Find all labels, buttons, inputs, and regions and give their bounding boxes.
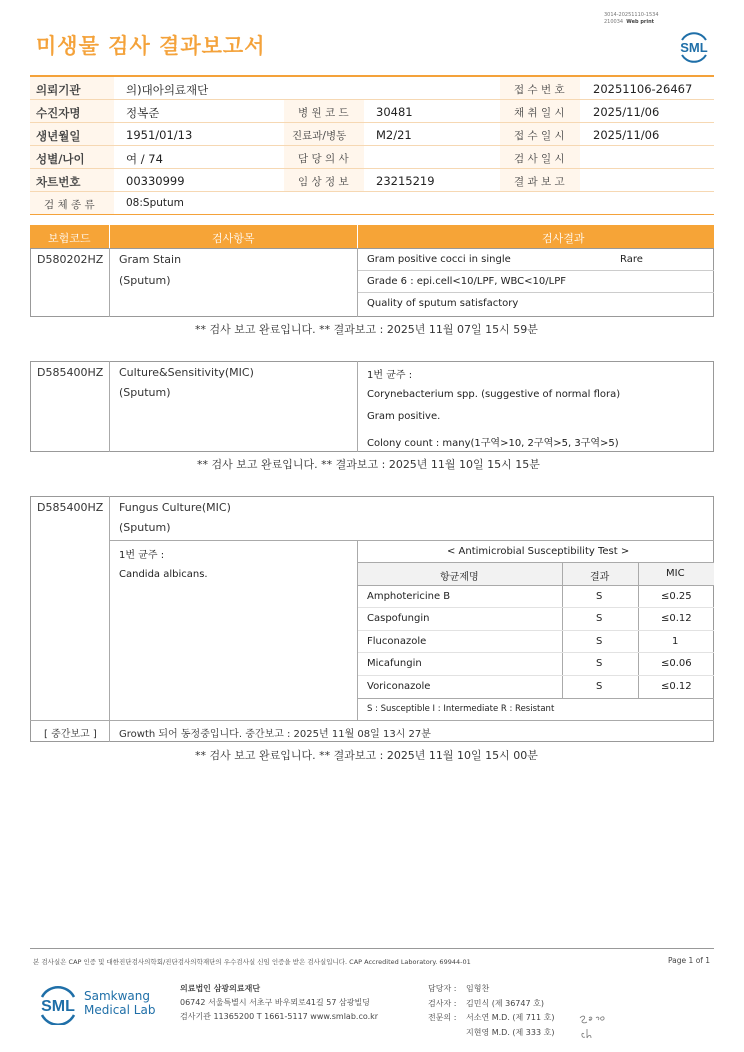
ast-result-4: S [596, 658, 603, 669]
interim-text: Growth 되어 동정중입니다. 중간보고 : 2025년 11월 08일 13시 27분 [119, 729, 431, 740]
org-address: 06742 서울특별시 서초구 바우뫼로41길 57 삼광빌딩 [180, 998, 370, 1007]
col-item-header: 검사항목 [212, 232, 255, 245]
test1-result-3: Quality of sputum satisfactory [367, 298, 519, 309]
name-label: 수진자명 [36, 106, 81, 120]
ast-legend: S : Susceptible I : Intermediate R : Resistant [367, 704, 555, 714]
report-title: 미생물 검사 결과보고서 [36, 34, 266, 58]
test1-code: D580202HZ [37, 253, 104, 266]
patient-row-1 [30, 77, 714, 100]
patient-row-4 [30, 146, 714, 169]
print-id: 3014-20251110-1534 [604, 12, 659, 18]
test-date-label: 검 사 일 시 [514, 153, 565, 165]
svg-text:SML: SML [680, 40, 708, 55]
test1-name: Gram Stain [119, 253, 182, 266]
test2-result-1: 1번 균주 : [367, 370, 413, 381]
page-number: Page 1 of 1 [668, 956, 711, 965]
test1-result-1: Gram positive cocci in single [367, 254, 511, 265]
footer-divider [30, 948, 714, 949]
staff-role-1: 담당자 : [428, 984, 457, 993]
sml-logo [676, 28, 712, 64]
ast-result-2: S [596, 613, 603, 624]
signature-image [576, 1010, 612, 1042]
staff-role-3: 전문의 : [428, 1013, 457, 1022]
print-time: 210034 [604, 19, 624, 25]
ast-result-3: S [596, 636, 603, 647]
ast-col-drug: 항균제명 [440, 572, 479, 583]
print-label: Web print [626, 19, 655, 25]
ast-drug-2: Caspofungin [367, 613, 430, 624]
receipt-no-label: 접 수 번 호 [514, 84, 565, 96]
results-table-header [30, 225, 714, 248]
name-value: 정복준 [126, 106, 160, 120]
collect-date-value: 2025/11/06 [593, 105, 660, 119]
ast-drug-5: Voriconazole [367, 681, 431, 692]
institution-label: 의뢰기관 [36, 83, 81, 97]
ast-mic-2: ≤0.12 [661, 613, 692, 624]
sml-footer-logo [36, 981, 80, 1025]
chart-value: 00330999 [126, 174, 185, 188]
brand-name [84, 989, 155, 1017]
test1-specimen: (Sputum) [119, 274, 171, 287]
ast-mic-1: ≤0.25 [661, 591, 692, 602]
ast-drug-3: Fluconazole [367, 636, 427, 647]
staff-name-2: 김민식 (제 36747 호) [466, 998, 544, 1008]
receipt-no-value: 20251106-26467 [593, 82, 693, 96]
institution-value: 의)대아의료재단 [126, 83, 209, 97]
staff-name-4: 지현영 M.D. (제 333 호) [466, 1027, 555, 1037]
cert-text: 본 검사실은 CAP 인증 및 대한진단검사의학회/진단검사의학재단의 우수검사실 신임 인증을 받은 검사실입니다. CAP Accredited Laboratory. 69944-01 [33, 958, 471, 966]
staff-name-1: 임형찬 [466, 984, 490, 993]
receive-date-value: 2025/11/06 [593, 128, 660, 142]
test3-code: D585400HZ [37, 501, 104, 514]
doctor-label: 담 당 의 사 [298, 153, 349, 165]
col-result-header: 검사결과 [542, 232, 585, 245]
birth-label: 생년월일 [36, 129, 81, 143]
test3-name: Fungus Culture(MIC) [119, 501, 231, 514]
test1-result-2: Grade 6 : epi.cell<10/LPF, WBC<10/LPF [367, 276, 566, 287]
brand-line-1: Samkwang [84, 989, 150, 1003]
test2-specimen: (Sputum) [119, 386, 171, 399]
patient-row-6 [30, 192, 714, 215]
sex-age-value: 여 / 74 [126, 152, 163, 166]
col-code-header: 보험코드 [48, 232, 91, 245]
ast-mic-3: 1 [672, 636, 679, 647]
staff-role-2: 검사자 : [428, 998, 457, 1008]
report-label: 결 과 보 고 [514, 176, 565, 188]
test2-name: Culture&Sensitivity(MIC) [119, 366, 254, 379]
chart-label: 차트번호 [36, 175, 81, 189]
specimen-label: 검 체 종 류 [44, 199, 95, 211]
ast-col-mic: MIC [666, 568, 685, 579]
specimen-value: 08:Sputum [126, 197, 184, 209]
org-name: 의료법인 삼광의료재단 [180, 984, 261, 993]
staff-name-3: 서소연 M.D. (제 711 호) [466, 1013, 555, 1022]
clinical-value: 23215219 [376, 174, 435, 188]
dept-value: M2/21 [376, 128, 412, 142]
dept-label: 진료과/병동 [292, 130, 347, 142]
receive-date-label: 접 수 일 시 [514, 130, 565, 142]
patient-info-table [30, 75, 714, 215]
test2-result-2: Corynebacterium spp. (suggestive of normal flora) [367, 389, 621, 400]
ast-drug-1: Amphotericine B [367, 591, 451, 602]
collect-date-label: 채 취 일 시 [514, 107, 565, 119]
hospital-code-label: 병 원 코 드 [298, 107, 349, 119]
test3-strain-label: 1번 균주 : [119, 550, 165, 561]
org-info [180, 982, 378, 1024]
staff-list [428, 982, 554, 1040]
ast-mic-5: ≤0.12 [661, 681, 692, 692]
ast-title: < Antimicrobial Susceptibility Test > [447, 546, 630, 557]
sex-age-label: 성별/나이 [36, 152, 85, 166]
test2-result-4: Colony count : many(1구역>10, 2구역>5, 3구역>5) [367, 438, 619, 449]
test3-specimen: (Sputum) [119, 521, 171, 534]
ast-result-5: S [596, 681, 603, 692]
ast-result-1: S [596, 591, 603, 602]
patient-row-2 [30, 100, 714, 123]
brand-line-2: Medical Lab [84, 1003, 156, 1017]
org-contact: 검사기관 11365200 T 1661-5117 www.smlab.co.kr [180, 1012, 379, 1021]
patient-row-5 [30, 169, 714, 192]
test2-result-3: Gram positive. [367, 411, 441, 422]
test3-complete: ** 검사 보고 완료입니다. ** 결과보고 : 2025년 11월 10일 15시 00분 [195, 749, 538, 762]
birth-value: 1951/01/13 [126, 128, 193, 142]
interim-label: [ 중간보고 ] [44, 729, 97, 740]
patient-row-3 [30, 123, 714, 146]
test1-rare: Rare [620, 254, 643, 265]
test2-code: D585400HZ [37, 366, 104, 379]
ast-drug-4: Micafungin [367, 658, 422, 669]
ast-mic-4: ≤0.06 [661, 658, 692, 669]
test2-complete: ** 검사 보고 완료입니다. ** 결과보고 : 2025년 11월 10일 15시 15분 [197, 458, 540, 471]
print-meta [604, 12, 659, 26]
test1-complete: ** 검사 보고 완료입니다. ** 결과보고 : 2025년 11월 07일 15시 59분 [195, 323, 538, 336]
hospital-code-value: 30481 [376, 105, 413, 119]
test3-strain: Candida albicans. [119, 569, 208, 580]
clinical-label: 임 상 정 보 [298, 176, 349, 188]
svg-text:SML: SML [41, 998, 75, 1015]
ast-col-result: 결과 [590, 572, 610, 583]
